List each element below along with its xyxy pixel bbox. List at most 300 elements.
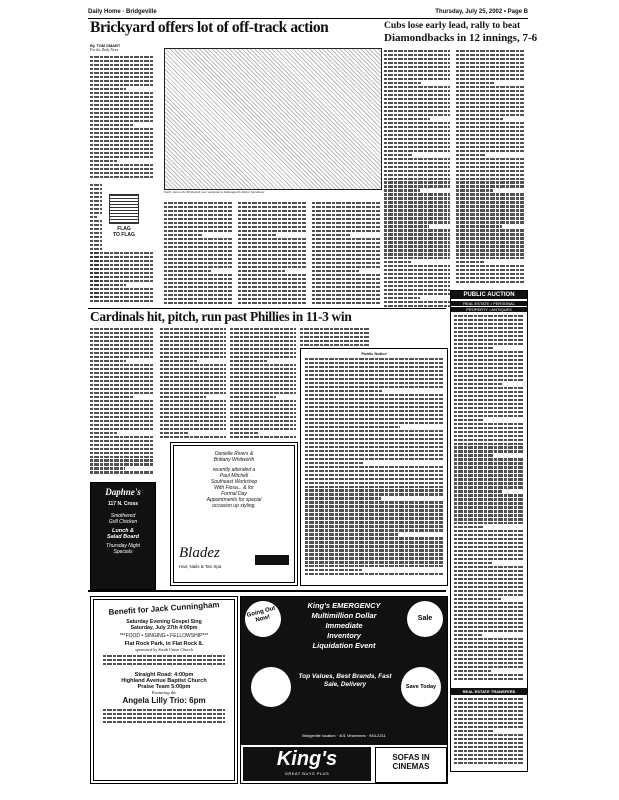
text-line bbox=[238, 250, 306, 252]
text-line bbox=[90, 240, 102, 242]
kings-h2: Multimillion Dollar bbox=[311, 611, 377, 620]
bladez-line1: Danielle Rivers & bbox=[214, 451, 254, 457]
text-line bbox=[312, 254, 380, 256]
text-line bbox=[160, 380, 226, 382]
text-line bbox=[238, 302, 306, 304]
public-notice-text bbox=[305, 358, 443, 580]
text-line bbox=[305, 569, 362, 571]
text-line bbox=[454, 738, 524, 740]
text-line bbox=[384, 257, 450, 259]
text-line bbox=[305, 442, 443, 444]
text-line bbox=[90, 104, 154, 106]
text-line bbox=[454, 598, 501, 600]
text-line bbox=[90, 416, 154, 418]
text-line bbox=[384, 86, 450, 88]
text-line bbox=[454, 399, 524, 401]
text-line bbox=[90, 368, 154, 370]
text-line bbox=[90, 220, 102, 222]
kings-star2: Sale bbox=[407, 601, 443, 637]
benefit-footer-print bbox=[103, 709, 225, 727]
text-line bbox=[164, 234, 202, 236]
text-line bbox=[454, 466, 524, 468]
text-line bbox=[305, 489, 443, 491]
text-line bbox=[384, 110, 450, 112]
text-line bbox=[454, 474, 524, 476]
story1-column-1c bbox=[90, 252, 154, 304]
text-line bbox=[454, 722, 524, 724]
text-line bbox=[238, 298, 306, 300]
real-estate-transfers-text bbox=[454, 698, 524, 768]
text-line bbox=[456, 249, 524, 251]
story1-column-1 bbox=[90, 56, 154, 180]
text-line bbox=[456, 201, 524, 203]
text-line bbox=[305, 378, 443, 380]
text-line bbox=[90, 272, 154, 274]
text-line bbox=[90, 471, 154, 473]
text-line bbox=[454, 550, 524, 552]
text-line bbox=[456, 150, 524, 152]
text-line bbox=[90, 376, 154, 378]
text-line bbox=[454, 478, 524, 480]
text-line bbox=[160, 412, 226, 414]
story3-column-4 bbox=[300, 328, 370, 350]
text-line bbox=[456, 181, 524, 183]
public-auction-text bbox=[454, 315, 524, 685]
text-line bbox=[305, 533, 399, 535]
text-line bbox=[456, 193, 524, 195]
text-line bbox=[164, 290, 232, 292]
text-line bbox=[238, 270, 285, 272]
text-line bbox=[305, 450, 443, 452]
text-line bbox=[164, 274, 232, 276]
text-line bbox=[230, 360, 267, 362]
text-line bbox=[238, 294, 306, 296]
benefit-fine-print bbox=[103, 655, 225, 669]
text-line bbox=[456, 54, 524, 56]
text-line bbox=[90, 124, 134, 126]
text-line bbox=[454, 622, 524, 624]
story1-byline-block bbox=[90, 43, 154, 52]
text-line bbox=[454, 450, 524, 452]
ad-divider bbox=[88, 590, 446, 592]
text-line bbox=[300, 336, 370, 338]
text-line bbox=[454, 415, 524, 417]
text-line bbox=[384, 78, 450, 80]
kings-strip: Bridgeville location · 401 Vincennes · 943-2211 bbox=[302, 733, 386, 738]
benefit-l4: Flat Rock Park, in Flat Rock IL bbox=[124, 641, 204, 647]
text-line bbox=[456, 110, 524, 112]
text-line bbox=[305, 370, 443, 372]
text-line bbox=[230, 356, 296, 358]
text-line bbox=[160, 424, 226, 426]
text-line bbox=[305, 386, 443, 388]
text-line bbox=[456, 253, 524, 255]
text-line bbox=[103, 721, 225, 723]
text-line bbox=[384, 166, 450, 168]
text-line bbox=[454, 371, 524, 373]
text-line bbox=[384, 189, 420, 191]
text-line bbox=[90, 372, 154, 374]
text-line bbox=[230, 368, 296, 370]
text-line bbox=[454, 646, 524, 648]
text-line bbox=[384, 90, 450, 92]
bladez-line2: Brittany Whitworth bbox=[213, 457, 255, 463]
text-line bbox=[164, 218, 232, 220]
text-line bbox=[456, 122, 524, 124]
text-line bbox=[90, 459, 154, 461]
text-line bbox=[384, 98, 450, 100]
text-line bbox=[238, 234, 276, 236]
text-line bbox=[454, 618, 524, 620]
text-line bbox=[305, 410, 443, 412]
text-line bbox=[312, 214, 380, 216]
flag-label2: TO FLAG bbox=[113, 232, 135, 238]
text-line bbox=[230, 404, 296, 406]
text-line bbox=[456, 265, 524, 267]
story1-byline: By TOM SMART bbox=[90, 43, 121, 48]
text-line bbox=[454, 566, 524, 568]
text-line bbox=[454, 530, 524, 532]
text-line bbox=[90, 184, 102, 186]
text-line bbox=[454, 502, 524, 504]
text-line bbox=[90, 344, 154, 346]
text-line bbox=[456, 217, 524, 219]
text-line bbox=[384, 58, 450, 60]
text-line bbox=[454, 482, 524, 484]
text-line bbox=[454, 411, 524, 413]
text-line bbox=[90, 120, 154, 122]
text-line bbox=[384, 297, 420, 299]
text-line bbox=[454, 662, 524, 664]
text-line bbox=[160, 332, 226, 334]
kings-h3: Immediate bbox=[325, 621, 363, 630]
story1-byline2: For the Daily News bbox=[90, 48, 119, 52]
text-line bbox=[305, 501, 443, 503]
kings-right2: CINEMAS bbox=[392, 762, 430, 771]
text-line bbox=[454, 718, 524, 720]
text-line bbox=[384, 62, 450, 64]
text-line bbox=[456, 261, 484, 263]
text-line bbox=[90, 364, 154, 366]
text-line bbox=[384, 130, 450, 132]
text-line bbox=[454, 746, 524, 748]
text-line bbox=[238, 286, 306, 288]
benefit-ad bbox=[90, 596, 238, 784]
text-line bbox=[90, 156, 154, 158]
text-line bbox=[384, 66, 450, 68]
text-line bbox=[454, 570, 524, 572]
text-line bbox=[454, 602, 524, 604]
text-line bbox=[164, 230, 232, 232]
text-line bbox=[238, 258, 306, 260]
masthead-left: Daily Home · Bridgeville bbox=[88, 9, 157, 15]
text-line bbox=[312, 230, 380, 232]
text-line bbox=[384, 245, 450, 247]
text-line bbox=[160, 360, 197, 362]
text-line bbox=[454, 427, 524, 429]
text-line bbox=[90, 132, 154, 134]
text-line bbox=[454, 610, 524, 612]
text-line bbox=[454, 351, 524, 353]
text-line bbox=[456, 213, 524, 215]
text-line bbox=[454, 526, 483, 528]
text-line bbox=[312, 210, 380, 212]
text-line bbox=[312, 302, 380, 304]
text-line bbox=[456, 241, 524, 243]
text-line bbox=[454, 407, 524, 409]
text-line bbox=[384, 126, 450, 128]
text-line bbox=[454, 658, 524, 660]
public-auction-sub1: REAL ESTATE • PERSONAL bbox=[451, 301, 527, 306]
text-line bbox=[90, 268, 154, 270]
benefit-l6: Straight Road: 4:00pm bbox=[134, 672, 194, 678]
text-line bbox=[454, 634, 482, 636]
text-line bbox=[454, 538, 524, 540]
text-line bbox=[230, 364, 296, 366]
text-line bbox=[90, 148, 154, 150]
text-line bbox=[90, 384, 154, 386]
text-line bbox=[90, 280, 154, 282]
text-line bbox=[305, 462, 363, 464]
text-line bbox=[160, 364, 226, 366]
text-line bbox=[305, 438, 443, 440]
text-line bbox=[90, 76, 154, 78]
benefit-title: Benefit for Jack Cunningham bbox=[108, 600, 220, 617]
text-line bbox=[456, 86, 524, 88]
text-line bbox=[90, 432, 117, 434]
text-line bbox=[312, 218, 380, 220]
text-line bbox=[305, 414, 443, 416]
text-line bbox=[90, 264, 154, 266]
text-line bbox=[238, 206, 306, 208]
story3-column-1 bbox=[90, 328, 154, 478]
bladez-sub: Hair, Nails & Tan Spa bbox=[179, 564, 222, 569]
text-line bbox=[90, 164, 154, 166]
text-line bbox=[160, 396, 206, 398]
text-line bbox=[305, 406, 443, 408]
text-line bbox=[90, 116, 154, 118]
kings-h5: Liquidation Event bbox=[312, 641, 376, 650]
text-line bbox=[384, 293, 450, 295]
text-line bbox=[454, 446, 524, 448]
text-line bbox=[90, 408, 154, 410]
bladez-line9: occasion up styling. bbox=[212, 503, 256, 509]
text-line bbox=[454, 742, 524, 744]
text-line bbox=[454, 670, 491, 672]
text-line bbox=[230, 332, 296, 334]
public-auction-sub2: PROPERTY • ANTIQUES bbox=[451, 307, 527, 312]
text-line bbox=[384, 253, 450, 255]
text-line bbox=[384, 94, 450, 96]
text-line bbox=[103, 655, 225, 657]
text-line bbox=[90, 212, 102, 214]
text-line bbox=[454, 558, 524, 560]
text-line bbox=[238, 230, 306, 232]
text-line bbox=[312, 250, 380, 252]
text-line bbox=[454, 614, 524, 616]
text-line bbox=[238, 222, 306, 224]
text-line bbox=[90, 88, 126, 90]
text-line bbox=[230, 376, 296, 378]
text-line bbox=[305, 497, 381, 499]
text-line bbox=[90, 456, 154, 458]
text-line bbox=[230, 428, 296, 430]
text-line bbox=[384, 229, 450, 231]
text-line bbox=[454, 431, 524, 433]
text-line bbox=[305, 486, 443, 488]
text-line bbox=[90, 84, 154, 86]
text-line bbox=[454, 462, 524, 464]
text-line bbox=[454, 518, 524, 520]
text-line bbox=[312, 298, 380, 300]
text-line bbox=[305, 382, 443, 384]
text-line bbox=[90, 204, 102, 206]
text-line bbox=[90, 467, 125, 469]
story2-column-1 bbox=[384, 50, 450, 312]
text-line bbox=[454, 347, 493, 349]
text-line bbox=[160, 368, 226, 370]
text-line bbox=[90, 188, 102, 190]
text-line bbox=[238, 246, 306, 248]
story1-column-2 bbox=[164, 202, 232, 306]
text-line bbox=[384, 146, 450, 148]
text-line bbox=[238, 210, 306, 212]
text-line bbox=[454, 339, 524, 341]
text-line bbox=[456, 197, 524, 199]
text-line bbox=[305, 557, 443, 559]
text-line bbox=[238, 242, 306, 244]
text-line bbox=[454, 714, 524, 716]
text-line bbox=[230, 436, 296, 438]
text-line bbox=[454, 582, 524, 584]
text-line bbox=[90, 296, 154, 298]
text-line bbox=[305, 517, 443, 519]
text-line bbox=[90, 436, 154, 438]
text-line bbox=[454, 514, 524, 516]
kings-h1: King's EMERGENCY bbox=[307, 601, 381, 610]
kings-ad bbox=[240, 596, 448, 784]
benefit-l2: Saturday, July 27th 4:00pm bbox=[130, 625, 198, 631]
text-line bbox=[305, 446, 443, 448]
text-line bbox=[305, 426, 400, 428]
text-line bbox=[300, 340, 370, 342]
text-line bbox=[312, 286, 380, 288]
kings-logo: King's bbox=[276, 748, 338, 770]
text-line bbox=[238, 238, 306, 240]
text-line bbox=[384, 301, 450, 303]
story3-headline: Cardinals hit, pitch, run past Phillies in 11-3 win bbox=[90, 309, 352, 324]
text-line bbox=[454, 734, 524, 736]
text-line bbox=[90, 340, 154, 342]
text-line bbox=[90, 108, 154, 110]
bladez-ad bbox=[170, 442, 298, 586]
public-notice-box bbox=[300, 348, 448, 586]
text-line bbox=[238, 254, 306, 256]
text-line bbox=[456, 114, 524, 116]
text-line bbox=[456, 174, 524, 176]
text-line bbox=[305, 493, 443, 495]
text-line bbox=[90, 112, 154, 114]
text-line bbox=[90, 236, 102, 238]
text-line bbox=[456, 98, 524, 100]
text-line bbox=[90, 144, 154, 146]
text-line bbox=[312, 226, 380, 228]
text-line bbox=[90, 404, 154, 406]
kings-h4: Inventory bbox=[327, 631, 361, 640]
text-line bbox=[238, 262, 306, 264]
text-line bbox=[160, 340, 226, 342]
text-line bbox=[454, 674, 524, 676]
text-line bbox=[305, 545, 443, 547]
story3-column-2 bbox=[160, 328, 226, 440]
text-line bbox=[238, 282, 306, 284]
text-line bbox=[384, 102, 450, 104]
text-line bbox=[90, 140, 154, 142]
text-line bbox=[90, 152, 154, 154]
text-line bbox=[90, 452, 154, 454]
text-line bbox=[456, 134, 524, 136]
text-line bbox=[230, 336, 296, 338]
text-line bbox=[90, 168, 154, 170]
text-line bbox=[454, 606, 524, 608]
text-line bbox=[384, 158, 450, 160]
text-line bbox=[160, 400, 226, 402]
text-line bbox=[454, 546, 524, 548]
text-line bbox=[90, 100, 154, 102]
text-line bbox=[456, 237, 524, 239]
text-line bbox=[456, 118, 503, 120]
text-line bbox=[230, 344, 296, 346]
text-line bbox=[384, 241, 450, 243]
text-line bbox=[305, 454, 443, 456]
bladez-brand: Bladez bbox=[179, 545, 220, 561]
text-line bbox=[454, 423, 524, 425]
text-line bbox=[456, 189, 493, 191]
text-line bbox=[384, 106, 450, 108]
text-line bbox=[90, 68, 154, 70]
daphnes-ad bbox=[90, 482, 156, 590]
text-line bbox=[384, 185, 450, 187]
text-line bbox=[90, 360, 126, 362]
text-line bbox=[90, 356, 154, 358]
text-line bbox=[90, 424, 154, 426]
text-line bbox=[230, 372, 296, 374]
text-line bbox=[90, 72, 154, 74]
text-line bbox=[384, 197, 450, 199]
text-line bbox=[164, 266, 232, 268]
text-line bbox=[90, 420, 154, 422]
text-line bbox=[90, 216, 97, 218]
text-line bbox=[456, 106, 524, 108]
text-line bbox=[384, 138, 450, 140]
text-line bbox=[90, 396, 134, 398]
text-line bbox=[230, 388, 296, 390]
text-line bbox=[384, 74, 450, 76]
text-line bbox=[305, 474, 443, 476]
text-line bbox=[454, 590, 524, 592]
text-line bbox=[456, 66, 524, 68]
text-line bbox=[456, 281, 524, 283]
text-line bbox=[164, 294, 232, 296]
text-line bbox=[454, 395, 524, 397]
text-line bbox=[312, 222, 380, 224]
text-line bbox=[456, 257, 524, 259]
text-line bbox=[160, 352, 226, 354]
text-line bbox=[90, 56, 154, 58]
text-line bbox=[312, 206, 380, 208]
text-line bbox=[160, 432, 188, 434]
text-line bbox=[454, 562, 492, 564]
